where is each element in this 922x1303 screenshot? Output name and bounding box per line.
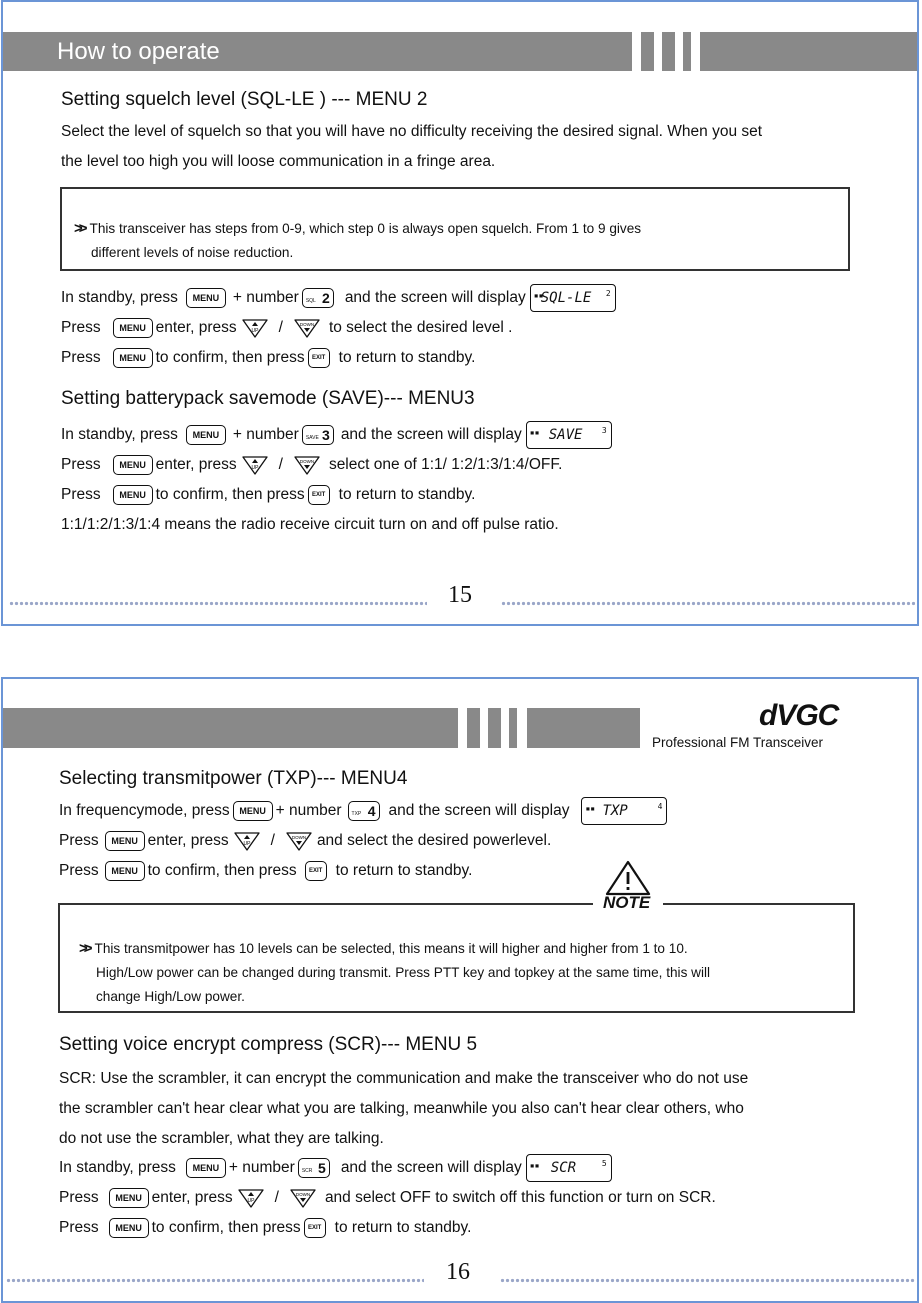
note-badge [593,859,663,913]
scr-desc-3: do not use the scrambler, what they are talking. [59,1130,384,1147]
page-15 [1,0,919,626]
section-title-squelch: Setting squelch level (SQL-LE ) --- MENU 2 [61,89,428,110]
menu-key-icon: MENU [186,288,226,308]
note-box [58,903,855,1013]
step-line [59,1216,471,1240]
note-line: different levels of noise reduction. [91,245,294,260]
step-line [61,453,562,477]
lcd-display-icon: ▪▪ SQL-LE 2 [530,284,616,312]
step-text: enter, press [155,456,237,473]
down-key-icon [292,317,322,339]
step-text: / [278,319,283,336]
step-text: In standby, press [59,1159,176,1176]
footer-dots [6,1277,424,1284]
up-key-icon [236,1187,266,1209]
step-line [61,316,512,340]
note-line: change High/Low power. [96,989,245,1004]
up-key-icon [240,317,270,339]
step-text: In standby, press [61,426,178,443]
lcd-display-icon: ▪▪ SAVE 3 [526,421,612,449]
step-text: to confirm, then press [155,349,305,366]
step-text: to confirm, then press [151,1219,301,1236]
step-text: and the screen will display [388,802,570,819]
up-key-icon [240,454,270,476]
step-line [59,799,671,823]
step-text: enter, press [155,319,237,336]
header-block [662,32,675,71]
header-block [509,708,517,748]
section-title-txp: Selecting transmitpower (TXP)--- MENU4 [59,768,408,789]
page-number: 16 [446,1259,470,1285]
brand-logo: dVGC [759,699,839,732]
step-text: Press [59,862,99,879]
menu-key-icon: MENU [105,831,145,851]
menu-key-icon: MENU [186,425,226,445]
pulse-ratio-note: 1:1/1:2/1:3/1:4 means the radio receive circuit turn on and off pulse ratio. [61,516,559,533]
step-text: to confirm, then press [155,486,305,503]
exit-key-icon: EXIT [308,485,330,505]
step-line [61,423,616,447]
menu-key-icon: MENU [113,485,153,505]
step-text: / [278,456,283,473]
down-key-icon [284,830,314,852]
note-box [60,187,850,271]
footer-dots [500,1277,915,1284]
footer-dots [9,600,427,607]
header-block [488,708,501,748]
chevron-right-icon: >> [74,220,84,237]
step-text: Press [61,486,101,503]
down-key-icon [288,1187,318,1209]
step-line [59,829,551,853]
step-text: and the screen will display [340,426,522,443]
page-16 [1,677,919,1303]
note-line: This transmitpower has 10 levels can be selected, this means it will higher and higher from 1 to 10. [94,941,688,956]
header-bar-right [700,32,917,71]
lcd-display-icon: ▪▪ TXP 4 [581,797,667,825]
step-text: Press [61,319,101,336]
step-text: enter, press [147,832,229,849]
header-title: How to operate [57,38,220,65]
up-key-icon [232,830,262,852]
number-key-icon: SQL 2 [302,288,334,308]
menu-key-icon: MENU [105,861,145,881]
step-text: / [270,832,275,849]
menu-key-icon: MENU [186,1158,226,1178]
step-text: to return to standby. [338,349,476,366]
step-text: enter, press [151,1189,233,1206]
step-text: + number [275,802,342,819]
page-number: 15 [448,582,472,608]
step-text: Press [59,1219,99,1236]
step-text: + number [232,289,299,306]
step-text: to select the desired level . [328,319,513,336]
down-key-icon [292,454,322,476]
header-bar-right [527,708,640,748]
header-block [467,708,480,748]
note-line: This transceiver has steps from 0-9, which step 0 is always open squelch. From 1 to 9 gives [89,221,642,236]
header-block [641,32,654,71]
exit-key-icon: EXIT [308,348,330,368]
number-key-icon: TXP 4 [348,801,380,821]
lcd-display-icon: ▪▪ SCR 5 [526,1154,612,1182]
step-line [61,483,475,507]
note-line: High/Low power can be changed during transmit. Press PTT key and topkey at the same time, this will [96,965,711,980]
step-text: Press [61,349,101,366]
exit-key-icon: EXIT [305,861,327,881]
step-text: + number [228,1159,295,1176]
step-line [59,859,472,883]
step-text: Press [61,456,101,473]
menu-key-icon: MENU [113,318,153,338]
header-block [683,32,691,71]
section-title-save: Setting batterypack savemode (SAVE)--- MENU3 [61,388,475,409]
step-text: + number [232,426,299,443]
scr-desc-1: SCR: Use the scrambler, it can encrypt the communication and make the transceiver who do not use [59,1070,749,1087]
menu-key-icon: MENU [113,348,153,368]
step-text: to return to standby. [338,486,476,503]
number-key-icon: SCR 5 [298,1158,330,1178]
step-text: / [274,1189,279,1206]
header-bar [3,708,458,748]
step-line [59,1186,716,1210]
step-line [61,346,475,370]
menu-key-icon: MENU [233,801,273,821]
step-line [61,286,620,310]
step-text: and the screen will display [340,1159,522,1176]
brand-subtitle: Professional FM Transceiver [652,735,824,750]
step-text: Press [59,832,99,849]
step-text: In standby, press [61,289,178,306]
step-text: Press [59,1189,99,1206]
step-text: to confirm, then press [147,862,297,879]
warning-triangle-icon [593,859,663,897]
step-text: and select OFF to switch off this function or turn on SCR. [324,1189,716,1206]
squelch-desc-1: Select the level of squelch so that you will have no difficulty receiving the desired signal. When you set [61,123,763,140]
step-text: to return to standby. [334,1219,472,1236]
footer-dots [501,600,915,607]
note-label: NOTE [603,893,651,912]
step-text: In frequencymode, press [59,802,230,819]
scr-desc-2: the scrambler can't hear clear what you are talking, meanwhile you also can't hear clear others, who [59,1100,744,1117]
squelch-desc-2: the level too high you will loose communication in a fringe area. [61,153,496,170]
chevron-right-icon: >> [79,940,89,957]
step-text: and select the desired powerlevel. [316,832,552,849]
section-title-scr: Setting voice encrypt compress (SCR)--- MENU 5 [59,1034,478,1055]
step-text: to return to standby. [335,862,473,879]
menu-key-icon: MENU [113,455,153,475]
menu-key-icon: MENU [109,1188,149,1208]
step-text: select one of 1:1/ 1:2/1:3/1:4/OFF. [328,456,563,473]
exit-key-icon: EXIT [304,1218,326,1238]
step-line [59,1156,616,1180]
number-key-icon: SAVE 3 [302,425,334,445]
menu-key-icon: MENU [109,1218,149,1238]
step-text: and the screen will display [344,289,526,306]
